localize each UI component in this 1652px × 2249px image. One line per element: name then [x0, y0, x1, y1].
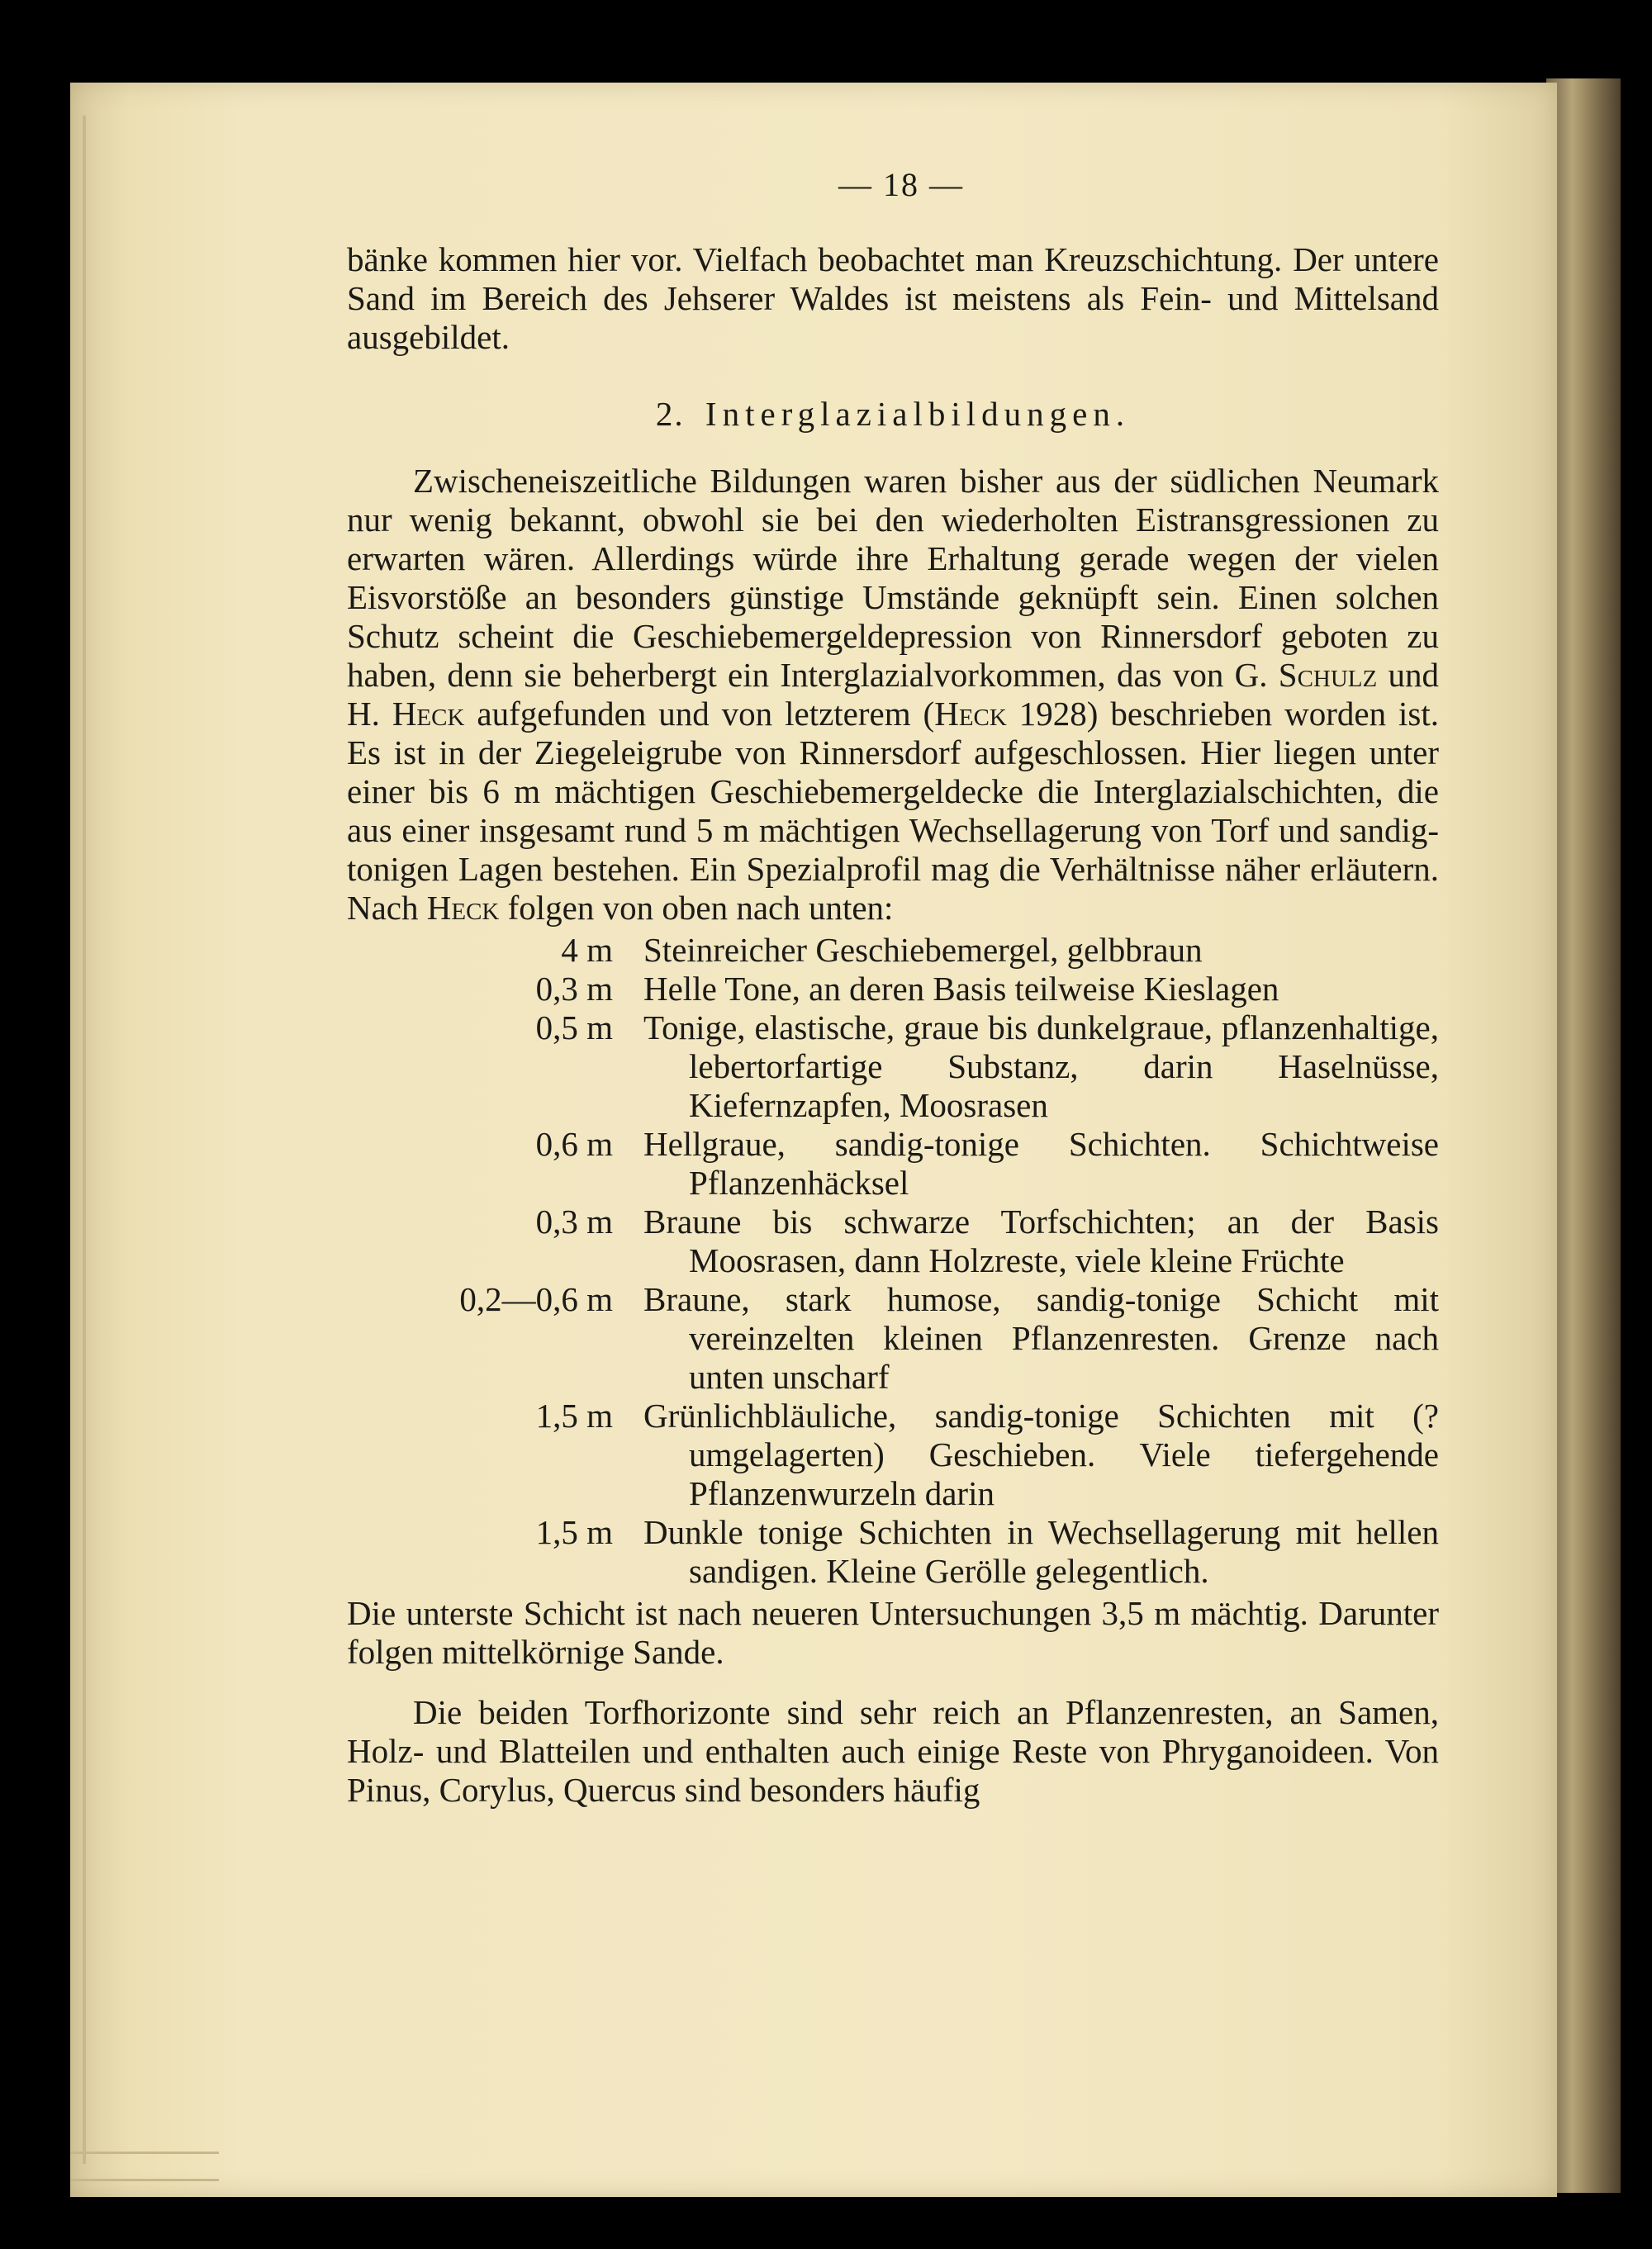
layer-description: Braune bis schwarze Torfschichten; an der Basis Moosrasen, dann Holzreste, viele kleine Früchte: [643, 1203, 1439, 1279]
layer-thickness: 1,5 m: [535, 1397, 613, 1435]
layer-description: Braune, stark humose, sandig-tonige Schicht mit vereinzelten kleinen Pflanzenresten. Grenze nach unten unscharf: [643, 1280, 1439, 1396]
profile-row: [347, 931, 1439, 970]
layer-thickness: 1,5 m: [535, 1513, 613, 1551]
profile-row: [347, 1203, 1439, 1280]
page-text: [347, 165, 1439, 1810]
paragraph-text: und H.: [347, 656, 1440, 733]
paragraph-text: aufgefunden und von letzterem (: [464, 695, 935, 733]
layer-thickness: 0,5 m: [535, 1008, 613, 1046]
layer-thickness: 0,6 m: [535, 1125, 613, 1163]
profile-row: [347, 1397, 1439, 1513]
author-name: Heck: [426, 889, 500, 927]
author-name: Schulz: [1278, 656, 1378, 694]
adjacent-page-edges: [1546, 78, 1621, 2193]
section-number: 2.: [655, 395, 685, 433]
layer-thickness: 0,3 m: [535, 1203, 613, 1241]
page-number: — 18 —: [838, 166, 964, 203]
page-gutter-line: [83, 116, 86, 2164]
page-bottom-marks: [70, 2152, 219, 2181]
paragraph-text: Zwischeneiszeitliche Bildungen waren bisher aus der südlichen Neumark nur wenig bekannt, obwohl sie bei den wiederholten Eistransgressionen zu erwarten wären. Allerdings würde ihre Erhaltung gerade wegen der vielen Eisvorstöße an besonders günstige Umstände geknüpft sein. Einen solchen Schutz scheint die Geschiebemergeldepression von Rinnersdorf geboten zu haben, denn sie beherbergt ein Interglazialvorkommen, das von G.: [347, 462, 1439, 694]
after-profile-paragraph: Die unterste Schicht ist nach neueren Untersuchungen 3,5 m mächtig. Darunter folgen mittelkörnige Sande.: [347, 1594, 1439, 1671]
profile-row: [347, 970, 1439, 1008]
layer-thickness: 0,3 m: [535, 970, 613, 1008]
section-heading: [347, 395, 1439, 434]
layer-thickness: 4 m: [561, 931, 613, 969]
section-title: Interglazialbildungen.: [705, 395, 1131, 433]
layer-description: Steinreicher Geschiebemergel, gelbbraun: [643, 931, 1203, 969]
profile-row: [347, 1280, 1439, 1397]
layer-description: Tonige, elastische, graue bis dunkelgraue, pflanzenhaltige, lebertorfartige Substanz, darin Haselnüsse, Kiefernzapfen, Moosrasen: [643, 1008, 1439, 1124]
stratigraphic-profile: [347, 931, 1439, 1591]
paragraph-text: folgen von oben nach unten:: [499, 889, 894, 927]
layer-thickness: 0,2—0,6 m: [459, 1280, 613, 1318]
author-name: Heck: [392, 695, 465, 733]
layer-description: Helle Tone, an deren Basis teilweise Kieslagen: [643, 970, 1279, 1008]
layer-description: Hellgraue, sandig-tonige Schichten. Schichtweise Pflanzenhäcksel: [643, 1125, 1439, 1202]
intro-paragraph: bänke kommen hier vor. Vielfach beobachtet man Kreuzschichtung. Der untere Sand im Bereich des Jehserer Waldes ist meistens als Fein- und Mittelsand ausgebildet.: [347, 240, 1439, 356]
profile-row: [347, 1513, 1439, 1591]
peat-horizons-paragraph: Die beiden Torfhorizonte sind sehr reich an Pflanzenresten, an Samen, Holz- und Blatteilen und enthalten auch einige Reste von Phryganoideen. Von Pinus, Corylus, Quercus sind besonders häufig: [347, 1693, 1439, 1809]
layer-description: Grünlichbläuliche, sandig-tonige Schichten mit (? umgelagerten) Geschieben. Viele tiefergehende Pflanzenwurzeln darin: [643, 1397, 1439, 1512]
interglacial-paragraph: [347, 462, 1439, 928]
author-name: Heck: [934, 695, 1007, 733]
profile-row: [347, 1125, 1439, 1203]
profile-row: [347, 1008, 1439, 1125]
layer-description: Dunkle tonige Schichten in Wechsellagerung mit hellen sandigen. Kleine Gerölle gelegentlich.: [643, 1513, 1439, 1590]
paragraph-text: 1928) beschrieben worden ist. Es ist in der Ziegeleigrube von Rinnersdorf aufgeschlossen. Hier liegen unter einer bis 6 m mächtigen Geschiebemergeldecke die Interglazialschichten, die aus einer insgesamt rund 5 m mächtigen Wechsellagerung von Torf und sandig-tonigen Lagen bestehen. Ein Spezialprofil mag die Verhältnisse näher erläutern. Nach: [347, 695, 1440, 927]
